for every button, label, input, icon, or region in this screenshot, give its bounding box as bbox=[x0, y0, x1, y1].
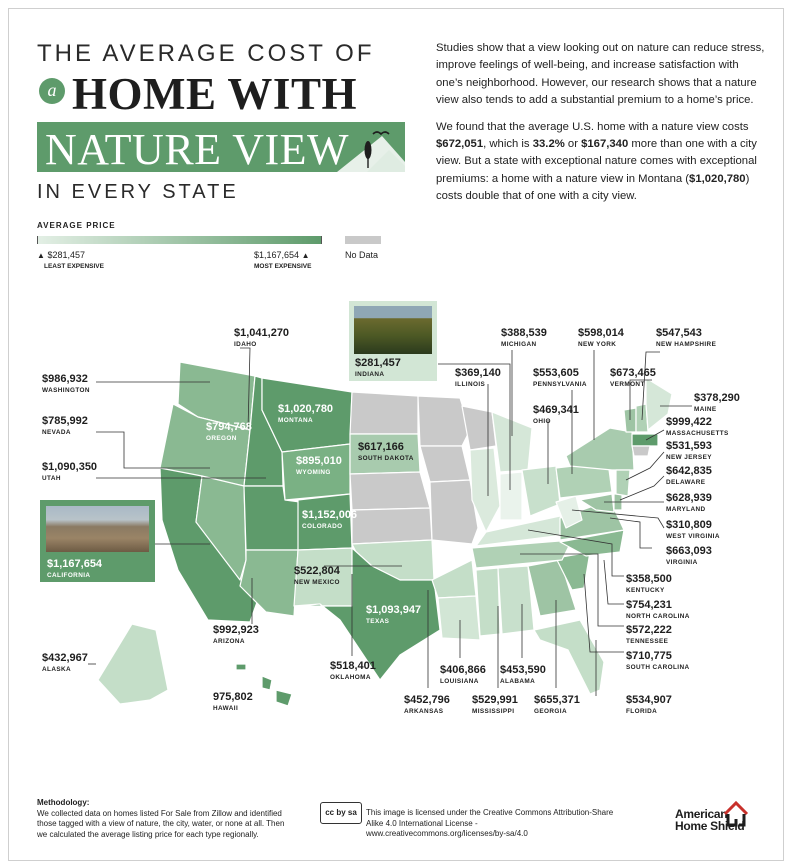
state-la bbox=[438, 596, 480, 640]
label-nc: $754,231 NORTH CAROLINA bbox=[626, 599, 690, 620]
state-nd bbox=[350, 392, 418, 434]
state-hi-3 bbox=[276, 690, 292, 706]
label-nj: $531,593 NEW JERSEY bbox=[666, 440, 712, 461]
label-id: $1,041,270 IDAHO bbox=[234, 327, 290, 348]
label-ut: $1,090,350 UTAH bbox=[42, 461, 98, 482]
label-ms: $529,991 MISSISSIPPI bbox=[472, 694, 518, 715]
label-ny: $598,014 NEW YORK bbox=[578, 327, 624, 348]
label-ar: $452,796 ARKANSAS bbox=[404, 694, 450, 715]
label-la: $406,866 LOUISIANA bbox=[440, 664, 486, 685]
state-ak bbox=[98, 624, 168, 704]
state-ia bbox=[420, 446, 470, 482]
label-tn: $572,222 TENNESSEE bbox=[626, 624, 672, 645]
label-ok: $518,401 OKLAHOMA bbox=[330, 660, 376, 681]
state-oh bbox=[522, 466, 560, 516]
label-sc: $710,775 SOUTH CAROLINA bbox=[626, 650, 690, 671]
state-nj bbox=[616, 470, 630, 496]
triangle-up-icon: ▲ bbox=[301, 251, 310, 260]
legend-max-label: MOST EXPENSIVE bbox=[254, 263, 312, 270]
brand-name: American Home Shield bbox=[675, 807, 745, 833]
label-wv: $310,809 WEST VIRGINIA bbox=[666, 519, 720, 540]
label-pa: $553,605 PENNSYLVANIA bbox=[533, 367, 587, 388]
license-text: This image is licensed under the Creative Commons Attribution-Share Alike 4.0 International License - www.creativecommons.org/licenses/by-sa/4.0 bbox=[366, 808, 614, 838]
intro-paragraph-1: Studies show that a view looking out on nature can reduce stress, improve feelings of well-being, and increase satisfaction with one’s neighborhood. However, our research shows that a nature view also tends to add a substantial premium to a home’s price. bbox=[436, 42, 765, 107]
state-hi bbox=[236, 664, 246, 670]
methodology-title: Methodology: bbox=[37, 798, 90, 807]
label-me: $378,290 MAINE bbox=[694, 392, 740, 413]
label-fl: $534,907 FLORIDA bbox=[626, 694, 672, 715]
state-al bbox=[498, 566, 534, 634]
state-wi bbox=[462, 406, 496, 450]
legend-max: $1,167,654 ▲ bbox=[254, 250, 310, 260]
title-line-1: THE AVERAGE COST OF bbox=[37, 40, 375, 67]
label-or: $794,768 OREGON bbox=[206, 421, 252, 442]
state-mo bbox=[430, 480, 478, 544]
label-hi: 975,802 HAWAII bbox=[213, 691, 253, 712]
label-az: $992,923 ARIZONA bbox=[213, 624, 259, 645]
state-ms bbox=[476, 568, 500, 636]
forest-photo bbox=[354, 306, 432, 354]
state-mn bbox=[418, 396, 470, 446]
methodology bbox=[37, 798, 287, 840]
label-nh: $547,543 NEW HAMPSHIRE bbox=[656, 327, 717, 348]
label-mi: $388,539 MICHIGAN bbox=[501, 327, 547, 348]
label-va: $663,093 VIRGINIA bbox=[666, 545, 712, 566]
legend-no-data-label: No Data bbox=[345, 250, 379, 260]
triangle-up-icon: ▲ bbox=[37, 251, 45, 260]
legend-min-label: LEAST EXPENSIVE bbox=[44, 263, 104, 270]
cc-license-badge[interactable]: cc by sa bbox=[320, 802, 362, 824]
label-wy: $895,010 WYOMING bbox=[296, 455, 342, 476]
state-ct bbox=[632, 446, 650, 456]
label-co: $1,152,006 COLORADO bbox=[302, 509, 358, 530]
legend-title: AVERAGE PRICE bbox=[37, 221, 116, 230]
label-tx: $1,093,947 TEXAS bbox=[366, 604, 422, 625]
state-hi-2 bbox=[262, 676, 272, 690]
label-ga: $655,371 GEORGIA bbox=[534, 694, 580, 715]
label-ma: $999,422 MASSACHUSETTS bbox=[666, 416, 729, 437]
label-md: $628,939 MARYLAND bbox=[666, 492, 712, 513]
label-vt: $673,465 VERMONT bbox=[610, 367, 656, 388]
label-sd: $617,166 SOUTH DAKOTA bbox=[358, 441, 414, 462]
state-in bbox=[500, 472, 522, 520]
label-wa: $986,932 WASHINGTON bbox=[42, 373, 90, 394]
title-line-3: NATURE VIEW bbox=[45, 125, 350, 174]
legend-min: ▲ $281,457 bbox=[37, 250, 85, 260]
label-ak: $432,967 ALASKA bbox=[42, 652, 88, 673]
intro-paragraph-2: We found that the average U.S. home with a nature view costs $672,051, which is 33.2% or $167,340 more than one with a city view. But a state with exceptional nature comes with exceptional premiums: a home with a nature view in Montana ($1,020,780) costs double that of one with a city view. bbox=[436, 120, 757, 203]
title-line-2: HOME WITH bbox=[72, 69, 357, 119]
methodology-text: We collected data on homes listed For Sale from Zillow and identified those tagged with a view of nature, the city, water, or none at all. Then we calculated the average listing price for each type regionally. bbox=[37, 808, 285, 839]
label-al: $453,590 ALABAMA bbox=[500, 664, 546, 685]
leader-nc bbox=[604, 560, 624, 604]
state-ne bbox=[350, 472, 430, 510]
label-oh: $469,341 OHIO bbox=[533, 404, 579, 425]
mountain-photo bbox=[46, 506, 149, 552]
label-mt: $1,020,780 MONTANA bbox=[278, 403, 334, 424]
state-ks bbox=[352, 508, 432, 544]
label-il: $369,140 ILLINOIS bbox=[455, 367, 501, 388]
label-nm: $522,804 NEW MEXICO bbox=[294, 565, 340, 586]
title-line-4: IN EVERY STATE bbox=[37, 181, 239, 203]
label-ca: $1,167,654 CALIFORNIA bbox=[47, 558, 103, 579]
title-a-badge: a bbox=[39, 78, 65, 104]
label-nv: $785,992 NEVADA bbox=[42, 415, 88, 436]
label-de: $642,835 DELAWARE bbox=[666, 465, 712, 486]
label-ky: $358,500 KENTUCKY bbox=[626, 573, 672, 594]
state-ny bbox=[566, 428, 634, 470]
house-logo-icon bbox=[722, 800, 750, 828]
label-in: $281,457 INDIANA bbox=[355, 357, 401, 378]
state-ar bbox=[432, 560, 476, 598]
